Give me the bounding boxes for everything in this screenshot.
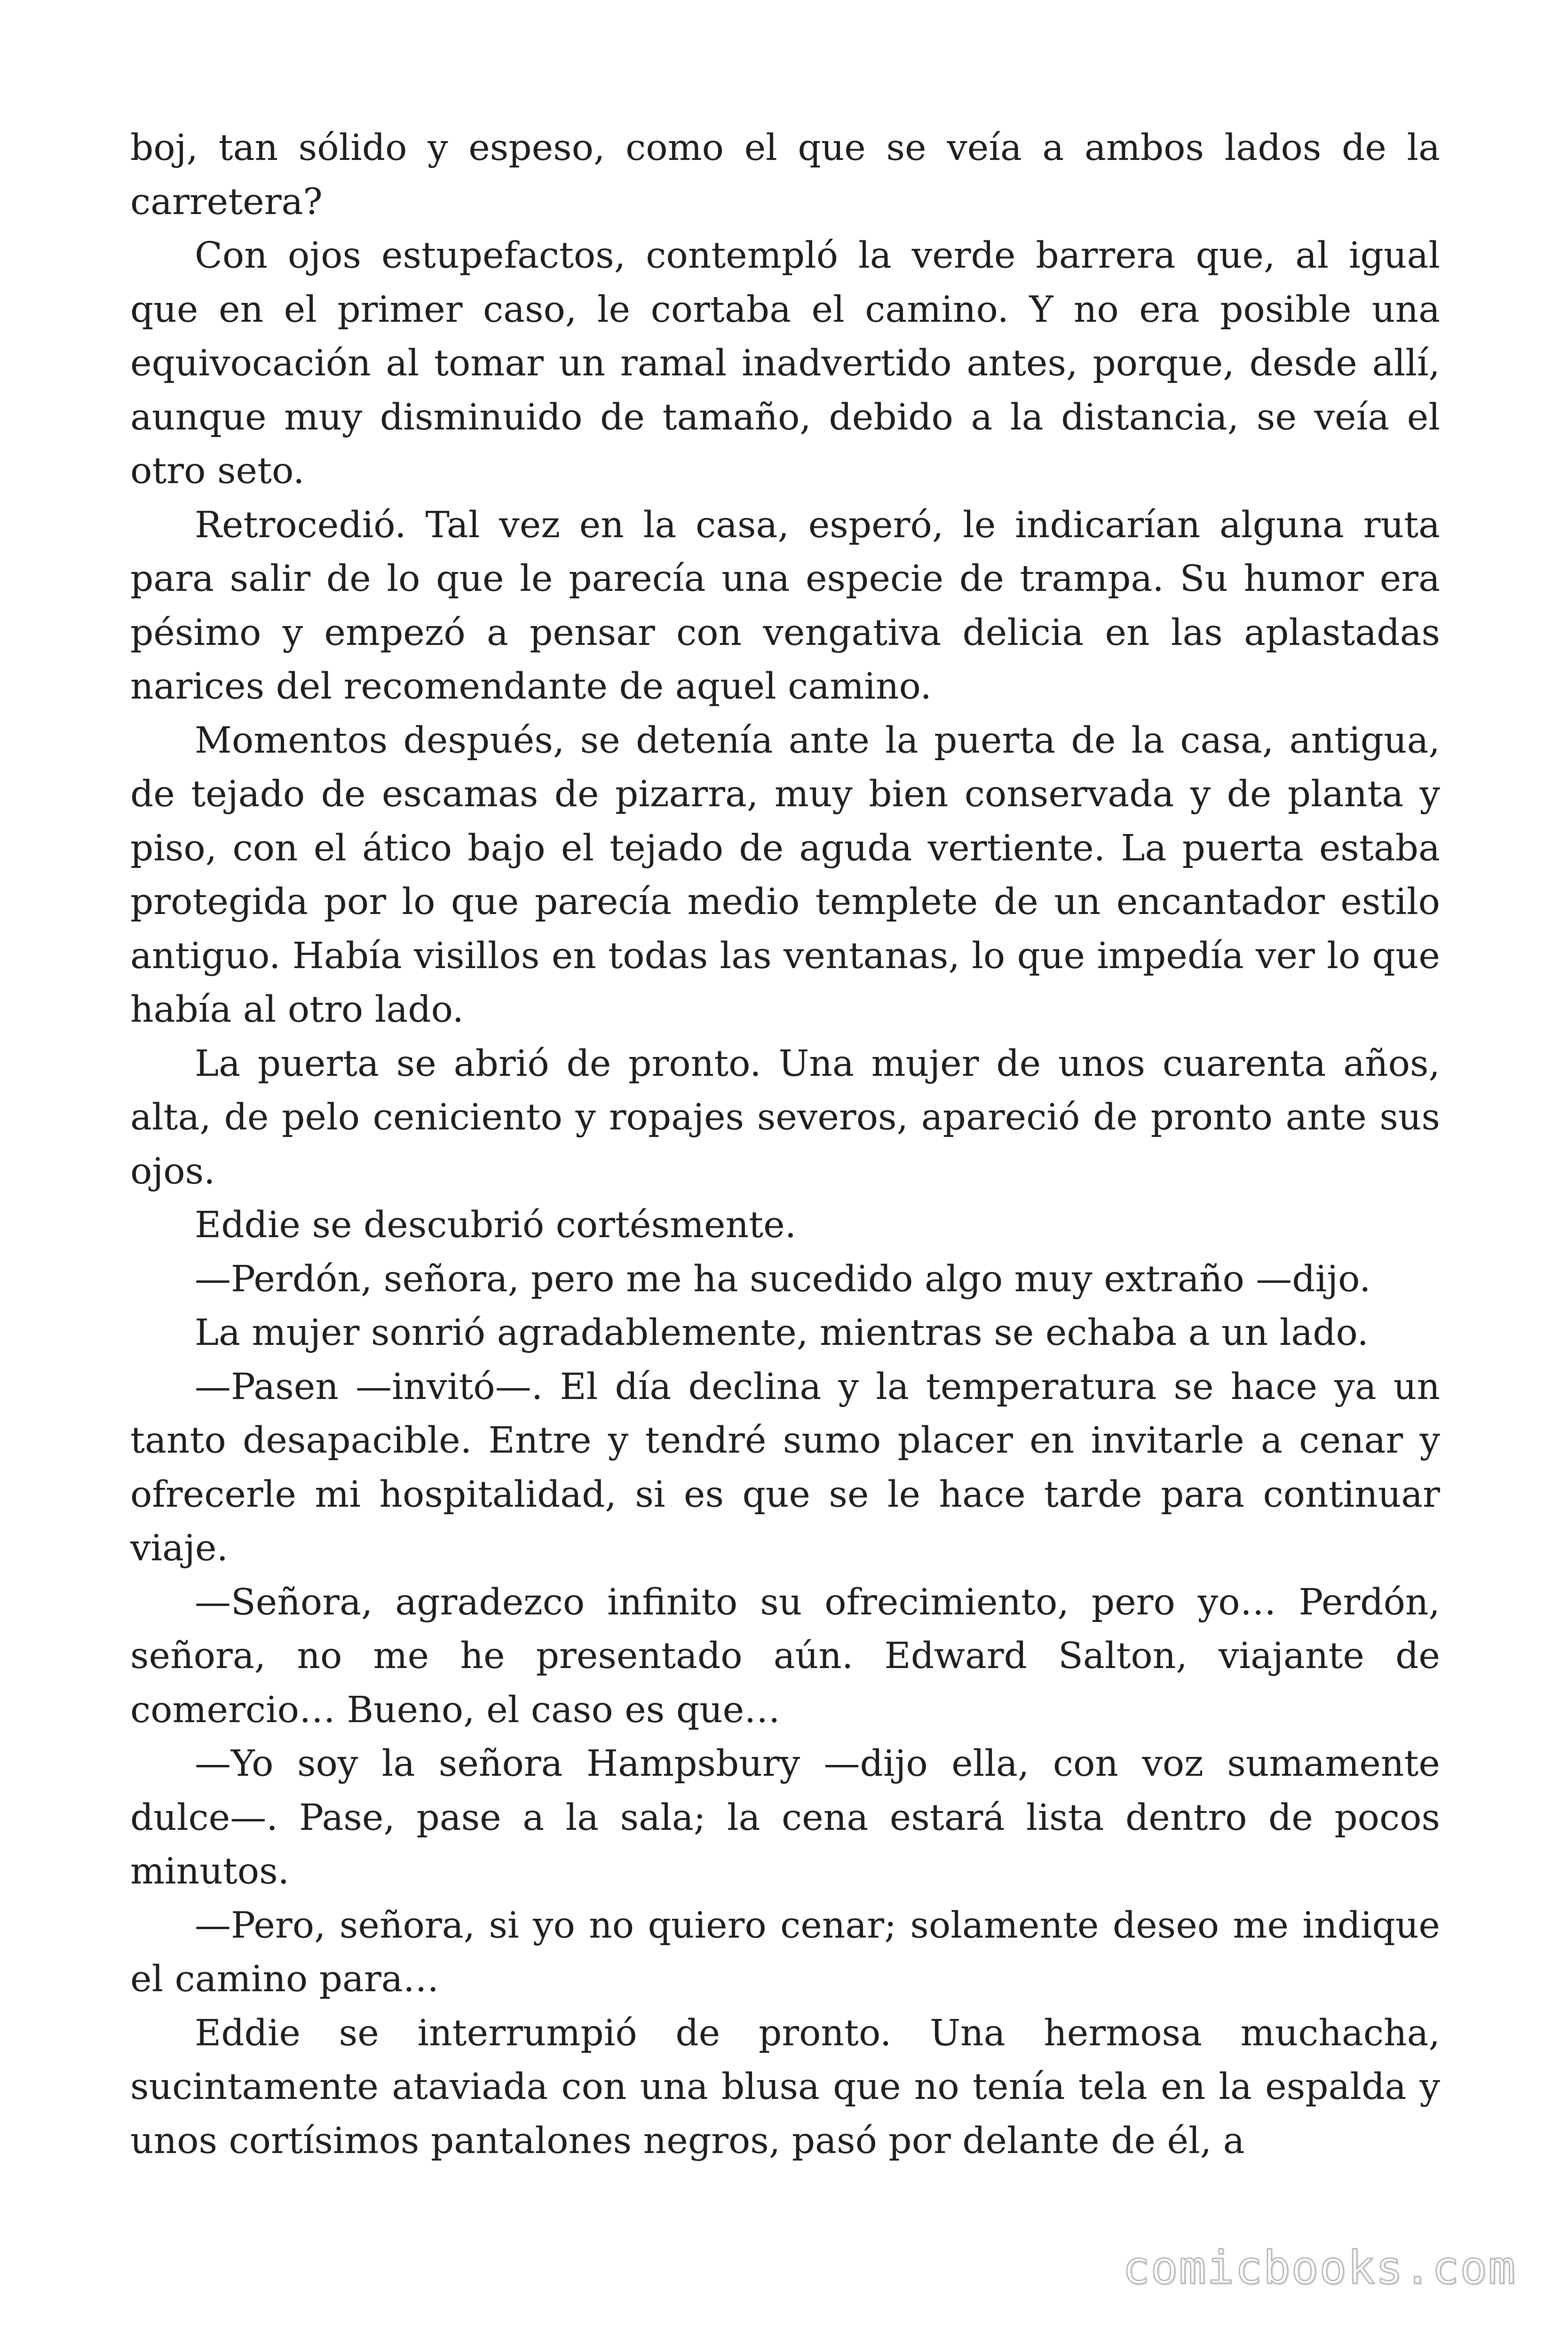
paragraph-3: Retrocedió. Tal vez en la casa, esperó, le indicarían alguna ruta para salir de lo que le parecía una especie de trampa. Su humor era pésimo y empezó a pensar con vengativa delicia en las aplastadas narices del recomendante de aquel camino. (130, 504, 1440, 707)
page-body-text (130, 121, 1440, 2168)
paragraph-11: —Yo soy la señora Hampsbury —dijo ella, con voz sumamente dulce—. Pase, pase a la sala; la cena estará lista dentro de pocos minutos. (130, 1743, 1440, 1892)
paragraph-12: —Pero, señora, si yo no quiero cenar; solamente deseo me indique el camino para… (130, 1904, 1440, 2000)
paragraph-2: Con ojos estupefactos, contempló la verde barrera que, al igual que en el primer caso, le cortaba el camino. Y no era posible una equivocación al tomar un ramal inadvertido antes, porque, desde allí, aunque muy disminuido de tamaño, debido a la distancia, se veía el otro seto. (130, 235, 1440, 492)
watermark: comicbooks.com (1122, 2241, 1516, 2294)
paragraph-4: Momentos después, se detenía ante la puerta de la casa, antigua, de tejado de escamas de pizarra, muy bien conservada y de planta y piso, con el ático bajo el tejado de aguda vertiente. La puerta estaba protegida por lo que parecía medio templete de un encantador estilo antiguo. Había visillos en todas las ventanas, lo que impedía ver lo que había al otro lado. (130, 719, 1440, 1031)
paragraph-1: boj, tan sólido y espeso, como el que se veía a ambos lados de la carretera? (130, 127, 1440, 223)
paragraph-10: —Señora, agradezco infinito su ofrecimiento, pero yo… Perdón, señora, no me he presentado aún. Edward Salton, viajante de comercio… Bueno, el caso es que… (130, 1581, 1440, 1731)
paragraph-7: —Perdón, señora, pero me ha sucedido algo muy extraño —dijo. (195, 1258, 1371, 1300)
paragraph-9: —Pasen —invitó—. El día declina y la temperatura se hace ya un tanto desapacible. Entre y tendré sumo placer en invitarle a cenar y ofrecerle mi hospitalidad, si es que se le hace tarde para continuar viaje. (130, 1366, 1440, 1569)
paragraph-13: Eddie se interrumpió de pronto. Una hermosa muchacha, sucintamente ataviada con una blusa que no tenía tela en la espalda y unos cortísimos pantalones negros, pasó por delante de él, a (130, 2012, 1440, 2162)
paragraph-5: La puerta se abrió de pronto. Una mujer de unos cuarenta años, alta, de pelo ceniciento y ropajes severos, apareció de pronto ante sus ojos. (130, 1042, 1440, 1192)
paragraph-6: Eddie se descubrió cortésmente. (195, 1204, 797, 1246)
paragraph-8: La mujer sonrió agradablemente, mientras se echaba a un lado. (195, 1312, 1369, 1354)
